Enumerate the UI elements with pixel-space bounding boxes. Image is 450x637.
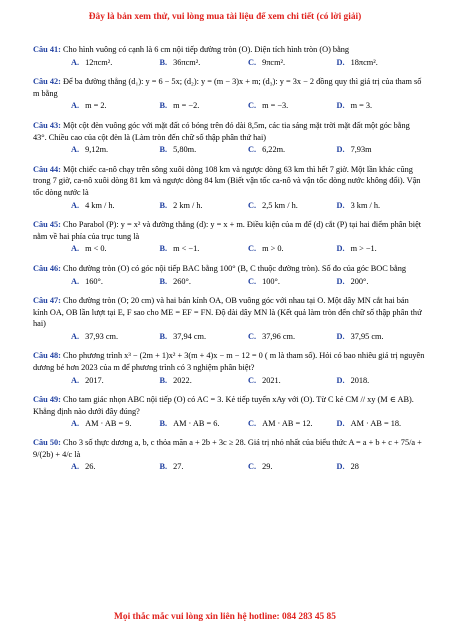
option-letter: B. [159,145,168,155]
option-letter: D. [336,462,345,472]
answer-option[interactable] [160,100,249,112]
answer-option[interactable] [248,418,337,430]
answer-option[interactable] [160,200,249,212]
option-value: 9,12m. [85,145,109,155]
answer-option[interactable] [337,100,426,112]
answer-options [33,418,425,430]
option-value: 37,95 cm. [350,331,384,341]
answer-option[interactable] [248,461,337,473]
question-text: Một chiếc ca-nô chạy trên sông xuôi dòng 108 km và ngược dòng 63 km thì hết 7 giờ. Một lần khác cũng trong 7 giờ, ca-nô xuôi dòng 81 km và ngược dòng 84 km (Biết vận tốc ca-nô và vận tốc dòng nước không đổi). Vận tốc dòng nước là [33,164,421,197]
answer-option[interactable] [248,200,337,212]
option-value: m > 0. [262,244,284,254]
question-stem [33,219,425,242]
answer-option[interactable] [337,418,426,430]
option-value: 2,5 km / h. [262,200,298,210]
option-letter: C. [248,200,257,210]
question-text: Cho 3 số thực dương a, b, c thỏa mãn a + 2b + 3c ≥ 28. Giá trị nhỏ nhất của biểu thức A = a + b + c + 75/a + 9/(2b) + 4/c là [33,438,422,459]
option-value: 28 [350,462,359,472]
question-number: Câu 49: [33,395,61,405]
answer-options [33,461,425,473]
option-value: AM · AB = 18. [350,419,402,429]
option-value: 6,22m. [262,145,286,155]
question-text: Cho đường tròn (O) có góc nội tiếp BAC bằng 100° (B, C thuộc đường tròn). Số đo của góc BOC bằng [62,263,406,273]
option-value: 2017. [85,375,104,385]
answer-options [33,375,425,387]
question-text: Cho phương trình x³ − (2m + 1)x² + 3(m + 4)x − m − 12 = 0 ( m là tham số). Hỏi có bao nhiêu giá trị nguyên dương bé hơn 2023 của m để phương trình có 3 nghiệm phân biệt? [33,351,425,373]
answer-option[interactable] [160,243,249,255]
question-block [33,437,425,473]
question-text: Cho hình vuông có cạnh là 6 cm nội tiếp đường tròn (O). Diện tích hình tròn (O) bằng [62,45,350,54]
question-stem [33,76,425,99]
answer-option[interactable] [337,276,426,288]
question-stem [33,295,425,330]
question-text: Để ba đường thẳng (d₁): y = 6 − 5x; (d₂): y = (m − 3)x + m; (d₃): y = 3x − 2 đồng quy thì giá trị của tham số m bằng [33,77,422,98]
question-list [33,44,425,481]
option-value: m = 3. [350,101,373,111]
answer-options [33,243,425,255]
question-number: Câu 48: [33,351,61,361]
option-value: 12πcm². [85,57,113,67]
option-value: m < −1. [173,244,200,254]
answer-option[interactable] [248,276,337,288]
answer-option[interactable] [71,375,160,387]
option-letter: A. [71,375,80,385]
option-letter: A. [71,419,80,429]
question-block [33,295,425,342]
answer-options [33,144,425,156]
option-letter: B. [159,276,168,286]
option-letter: D. [336,375,345,385]
option-letter: B. [159,200,168,210]
option-letter: D. [336,276,345,286]
option-value: 27. [173,462,184,472]
question-stem [33,350,425,373]
option-value: 160°. [85,276,103,286]
answer-option[interactable] [337,375,426,387]
option-letter: D. [336,419,345,429]
option-value: m = −3. [262,101,289,111]
option-letter: C. [248,375,257,385]
option-letter: B. [159,375,168,385]
option-value: 7,93m [350,145,372,155]
answer-option[interactable] [160,461,249,473]
answer-option[interactable] [71,243,160,255]
option-letter: B. [159,101,168,111]
option-letter: A. [71,101,80,111]
answer-options [33,200,425,212]
option-value: 2022. [173,375,192,385]
option-letter: B. [159,57,168,67]
answer-option[interactable] [160,144,249,156]
answer-options [33,100,425,112]
option-letter: A. [71,276,80,286]
answer-option[interactable] [160,375,249,387]
question-number: Câu 42: [33,77,61,87]
question-stem [33,394,425,417]
question-block [33,219,425,255]
option-letter: C. [248,101,257,111]
question-stem [33,164,425,199]
option-value: 37,96 cm. [262,331,296,341]
question-block [33,394,425,430]
question-stem [33,437,425,460]
option-value: 29. [262,462,273,472]
answer-option[interactable] [337,200,426,212]
option-value: 18πcm². [350,57,378,67]
option-value: m > −1. [350,244,377,254]
option-value: m = −2. [173,101,200,111]
hotline-footer: Mọi thắc mắc vui lòng xin liên hệ hotline: 084 283 45 85 [114,612,336,622]
answer-options [33,276,425,288]
option-value: m < 0. [85,244,107,254]
question-stem [33,263,425,275]
option-value: m = 2. [85,101,107,111]
option-letter: D. [336,200,345,210]
option-letter: C. [248,331,257,341]
answer-option[interactable] [160,331,249,343]
option-value: 3 km / h. [350,200,381,210]
answer-option[interactable] [71,57,160,69]
option-letter: A. [71,331,80,341]
answer-option[interactable] [248,375,337,387]
option-value: 26. [85,462,96,472]
question-number: Câu 47: [33,296,61,306]
answer-option[interactable] [71,200,160,212]
option-value: 37,94 cm. [173,331,207,341]
answer-option[interactable] [71,331,160,343]
question-text: Một cột đèn vuông góc với mặt đất có bóng trên đó dài 8,5m, các tia sáng mặt trời mặt đất một góc bằng 43°. Chiều cao của cột đèn là (Làm tròn đến chữ số thập phân thứ hai) [33,120,410,142]
answer-options [33,57,425,69]
option-value: 5,80m. [173,145,197,155]
question-number: Câu 46: [33,263,61,273]
answer-option[interactable] [71,100,160,112]
answer-option[interactable] [248,243,337,255]
answer-option[interactable] [248,331,337,343]
option-value: 100°. [262,276,280,286]
answer-option[interactable] [337,461,426,473]
question-text: Cho tam giác nhọn ABC nội tiếp (O) có AC = 3. Kẻ tiếp tuyến xAy với (O). Từ C kẻ CM // xy (M ∈ AB). Khẳng định nào dưới đây đúng? [33,395,414,416]
option-value: 4 km / h. [85,200,115,210]
option-letter: A. [71,462,80,472]
question-block [33,76,425,112]
question-block [33,44,425,68]
option-letter: A. [71,244,80,254]
option-letter: C. [248,244,257,254]
answer-option[interactable] [248,100,337,112]
option-letter: A. [71,57,80,67]
question-number: Câu 44: [33,164,61,174]
question-block [33,164,425,211]
question-block [33,120,425,156]
answer-option[interactable] [160,418,249,430]
question-block [33,350,425,386]
option-value: AM · AB = 6. [173,419,220,429]
option-letter: C. [248,462,257,472]
option-letter: B. [159,331,168,341]
answer-option[interactable] [71,144,160,156]
question-number: Câu 50: [33,438,61,448]
answer-option[interactable] [160,57,249,69]
answer-option[interactable] [71,461,160,473]
answer-option[interactable] [337,331,426,343]
question-block [33,263,425,287]
question-number: Câu 45: [33,220,61,230]
option-letter: B. [159,462,168,472]
option-letter: C. [248,419,257,429]
option-letter: D. [336,331,345,341]
option-value: 2018. [350,375,370,385]
answer-option[interactable] [71,276,160,288]
question-text: Cho đường tròn (O; 20 cm) và hai bán kính OA, OB vuông góc với nhau tại O. Một dây MN cắt hai bán kính OA, OB lần lượt tại E, F sao cho ME = EF = FN. Độ dài dây MN là (Kết quả làm tròn đến chữ số thập phân thứ hai) [33,296,422,329]
option-letter: D. [336,57,345,67]
answer-options [33,331,425,343]
option-value: 200°. [350,276,369,286]
option-letter: D. [336,244,345,254]
option-letter: A. [71,200,80,210]
question-stem [33,44,425,56]
answer-option[interactable] [337,57,426,69]
option-letter: C. [248,145,257,155]
option-value: 36πcm². [173,57,201,67]
question-number: Câu 43: [33,120,61,130]
answer-option[interactable] [337,243,426,255]
question-number: Câu 41: [33,45,61,54]
option-value: 9πcm². [262,57,286,67]
option-letter: B. [159,419,168,429]
question-stem [33,120,425,143]
option-letter: A. [71,145,80,155]
option-letter: B. [159,244,168,254]
preview-banner: Đây là bản xem thử, vui lòng mua tài liệu để xem chi tiết (có lời giải) [88,12,362,22]
answer-option[interactable] [71,418,160,430]
option-letter: D. [336,145,345,155]
answer-option[interactable] [248,57,337,69]
option-value: AM · AB = 9. [85,419,132,429]
option-letter: C. [248,276,257,286]
option-letter: C. [248,57,257,67]
option-value: AM · AB = 12. [262,419,313,429]
option-letter: D. [336,101,345,111]
answer-option[interactable] [160,276,249,288]
answer-option[interactable] [248,144,337,156]
question-text: Cho Parabol (P): y = x² và đường thẳng (d): y = x + m. Điều kiện của m để (d) cắt (P) tại hai điểm phân biệt nằm về hai phía của trục tung là [33,220,422,241]
option-value: 260°. [173,276,191,286]
option-value: 2 km / h. [173,200,203,210]
option-value: 37,93 cm. [85,331,119,341]
option-value: 2021. [262,375,281,385]
answer-option[interactable] [337,144,426,156]
